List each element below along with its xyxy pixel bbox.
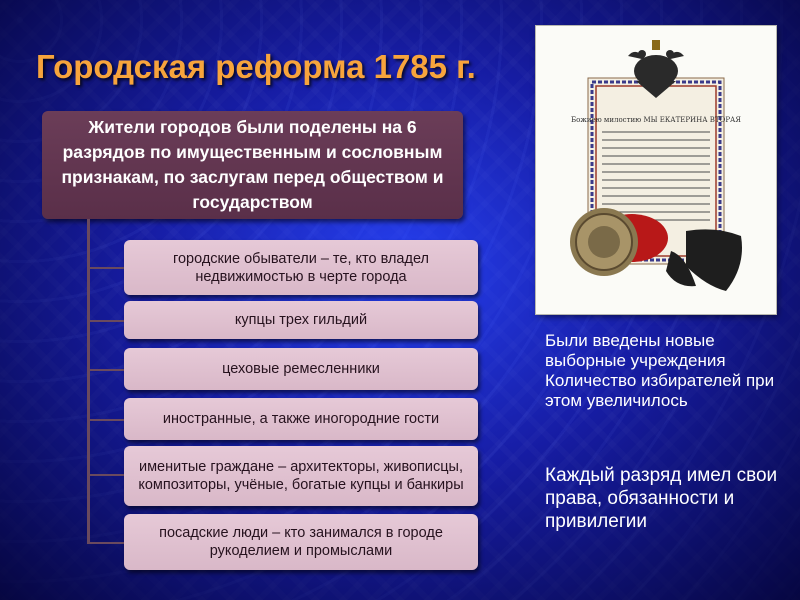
slide-title: Городская реформа 1785 г. bbox=[36, 48, 476, 85]
category-label: посадские люди – кто занимался в городе рукоделием и промыслами bbox=[159, 525, 443, 559]
main-statement-text: Жители городов были поделены на 6 разрядов по имущественным и сословным признакам, по заслугам перед обществом и государством bbox=[61, 117, 444, 212]
main-statement-box bbox=[42, 111, 463, 219]
category-box bbox=[124, 514, 478, 570]
tree-branch bbox=[87, 474, 124, 476]
tree-branch bbox=[87, 267, 124, 269]
reform-result-text: Были введены новые выборные учреждения Количество избирателей при этом увеличилось bbox=[545, 331, 775, 410]
category-box bbox=[124, 398, 478, 440]
charter-illustration bbox=[536, 26, 776, 314]
wax-seal-icon bbox=[570, 208, 638, 276]
tree-branch bbox=[87, 369, 124, 371]
tree-branch bbox=[87, 320, 124, 322]
tree-branch bbox=[87, 542, 124, 544]
category-label: городские обыватели – те, кто владел недвижимостью в черте города bbox=[173, 250, 429, 285]
tree-branch bbox=[87, 419, 124, 421]
category-box bbox=[124, 446, 478, 506]
category-box bbox=[124, 348, 478, 390]
category-box bbox=[124, 240, 478, 295]
charter-heading: Божиею милостию МЫ ЕКАТЕРИНА ВТОРАЯ bbox=[570, 116, 742, 124]
category-box bbox=[124, 301, 478, 339]
category-label: купцы трех гильдий bbox=[234, 312, 368, 328]
rights-text: Каждый разряд имел свои права, обязанности и привилегии bbox=[545, 465, 778, 532]
category-label: цеховые ремесленники bbox=[222, 361, 380, 377]
category-label: иностранные, а также иногородние гости bbox=[162, 411, 440, 427]
charter-document-image bbox=[536, 26, 776, 314]
category-label: именитые граждане – архитекторы, живописцы, композиторы, учёные, богатые купцы и банкиры bbox=[138, 459, 464, 493]
